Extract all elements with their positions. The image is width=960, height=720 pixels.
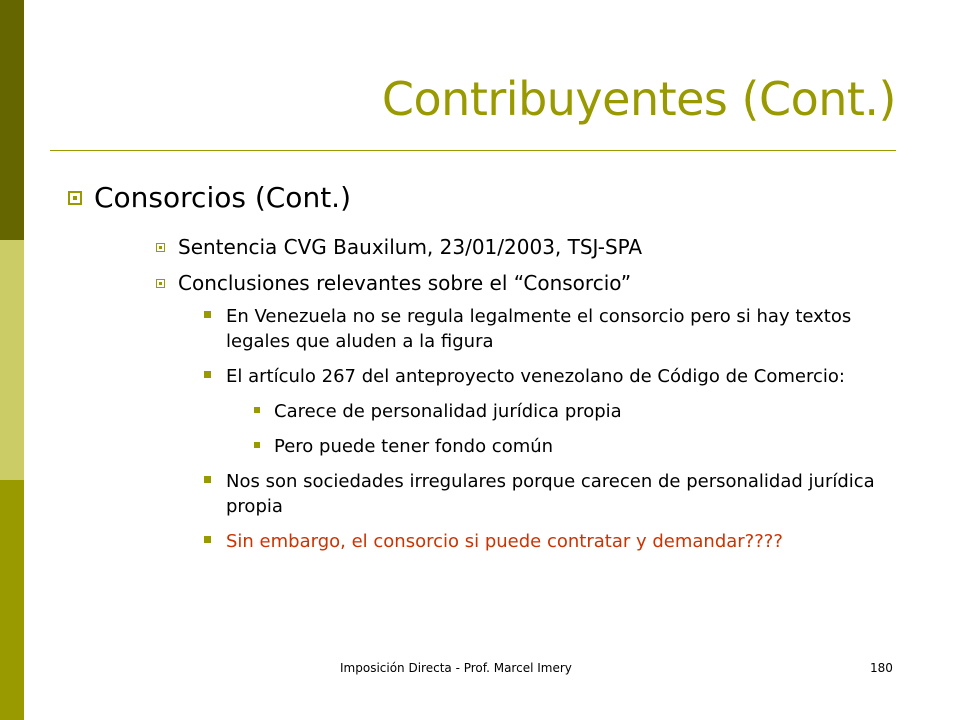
bullet-item-highlight (64, 529, 896, 554)
bullet-item (64, 399, 914, 424)
bullet-text: Nos son sociedades irregulares porque carecen de personalidad jurídica propia (226, 471, 875, 517)
square-bullet-icon (204, 371, 211, 378)
bullet-text: Conclusiones relevantes sobre el “Consorcio” (178, 271, 632, 295)
square-bullet-icon (156, 243, 165, 252)
square-bullet-icon (156, 279, 165, 288)
page-number: 180 (870, 661, 893, 675)
slide-title: Contribuyentes (Cont.) (381, 72, 896, 126)
bullet-item (64, 304, 896, 354)
square-bullet-icon (204, 311, 211, 318)
bullet-text: Sentencia CVG Bauxilum, 23/01/2003, TSJ-SPA (178, 235, 643, 259)
bullet-text: Sin embargo, el consorcio si puede contratar y demandar???? (226, 531, 783, 552)
bullet-text: Pero puede tener fondo común (274, 436, 554, 457)
bullet-item (64, 469, 896, 519)
bullet-text: Carece de personalidad jurídica propia (274, 401, 622, 422)
sidebar-band-middle (0, 240, 24, 480)
title-divider (50, 150, 896, 151)
footer-text: Imposición Directa - Prof. Marcel Imery (340, 661, 572, 675)
square-bullet-icon (254, 407, 260, 413)
bullet-item (64, 178, 914, 218)
bullet-text: El artículo 267 del anteproyecto venezolano de Código de Comercio: (226, 366, 845, 387)
bullet-item (64, 232, 914, 262)
square-bullet-icon (68, 191, 82, 205)
square-bullet-icon (204, 536, 211, 543)
bullet-text: En Venezuela no se regula legalmente el consorcio pero si hay textos legales que aluden a la figura (226, 306, 852, 352)
sidebar-band-bottom (0, 480, 24, 720)
bullet-text: Consorcios (Cont.) (94, 181, 351, 214)
slide-content (64, 178, 914, 564)
bullet-item (64, 434, 914, 459)
bullet-item (64, 364, 896, 389)
sidebar-band-top (0, 0, 24, 240)
square-bullet-icon (254, 442, 260, 448)
bullet-item (64, 268, 914, 298)
square-bullet-icon (204, 476, 211, 483)
sidebar-decoration (0, 0, 24, 720)
